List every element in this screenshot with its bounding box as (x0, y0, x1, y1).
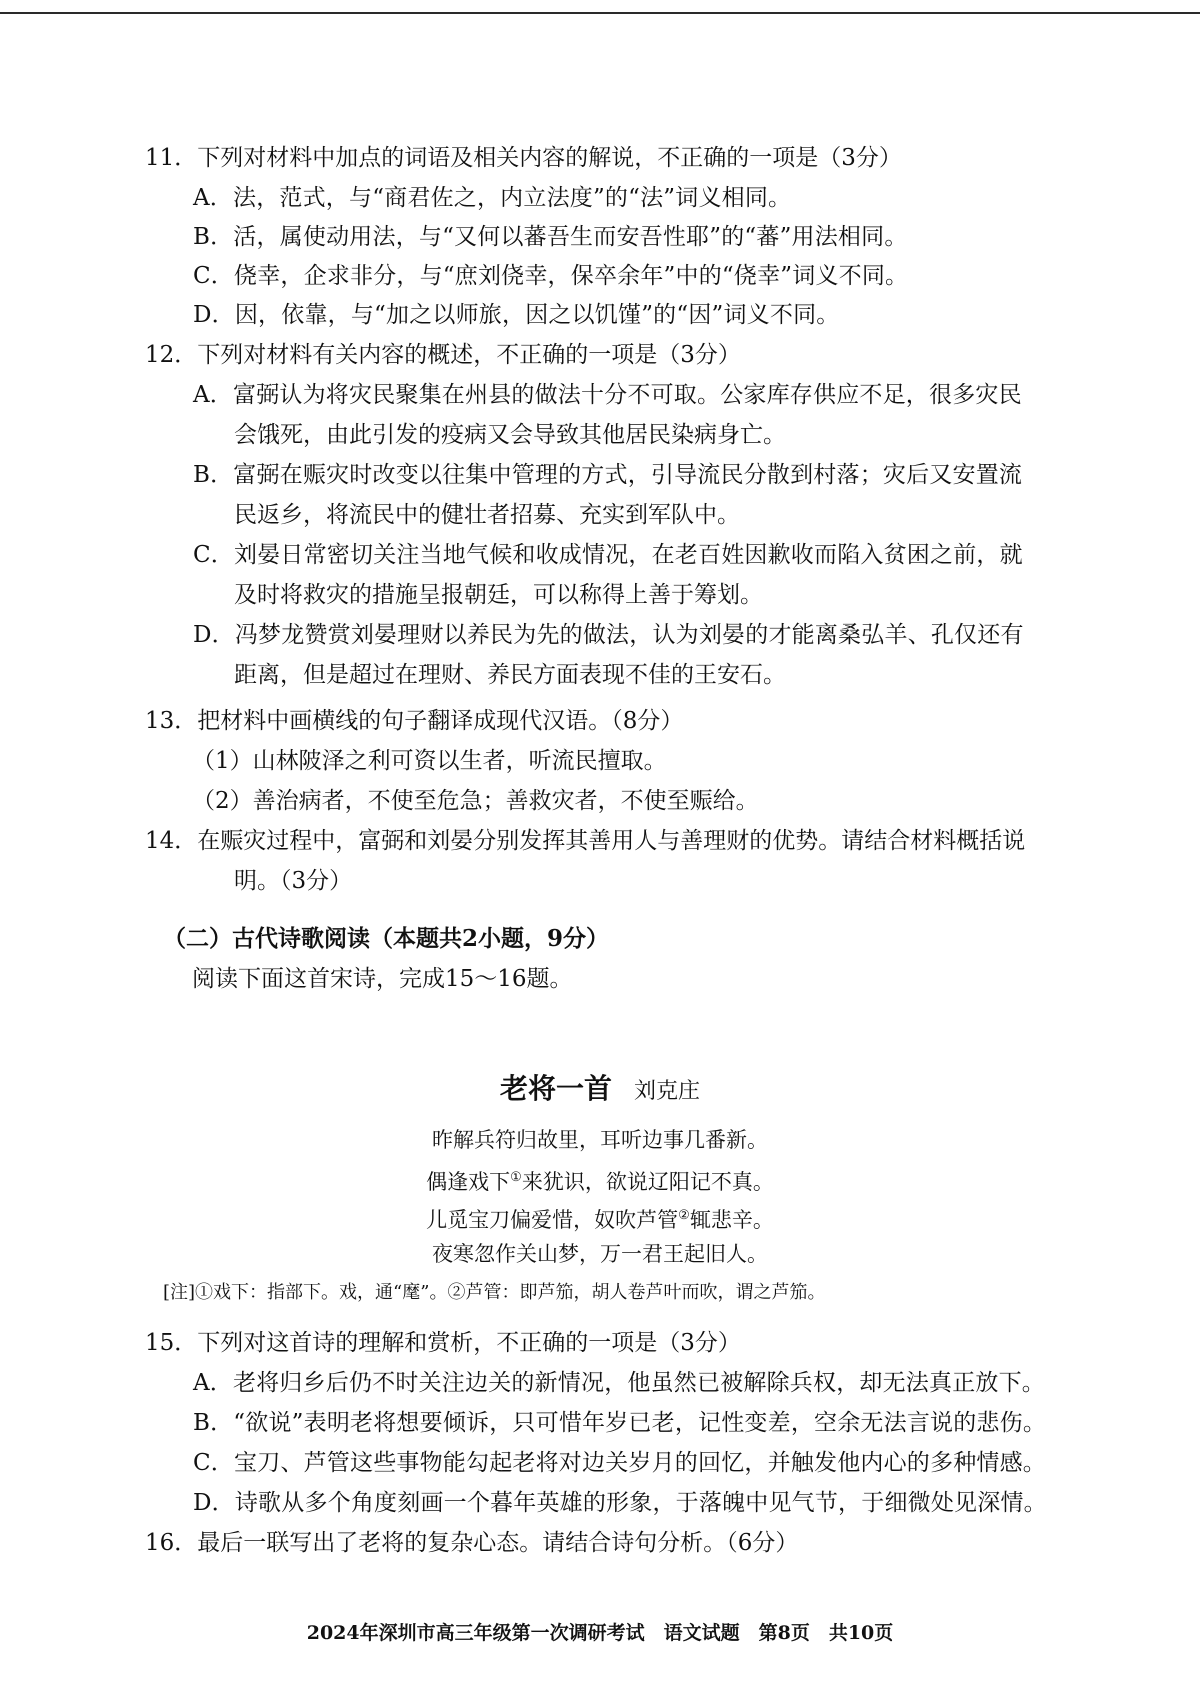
q15-option-a: A．老将归乡后仍不时关注边关的新情况，他虽然已被解除兵权，却无法真正放下。 (193, 1370, 1046, 1396)
poem-line-3 (0, 1201, 1200, 1235)
q15-option-b: B．“欲说”表明老将想要倾诉，只可惜年岁已老，记性变差，空余无法言说的悲伤。 (193, 1410, 1047, 1436)
footnote-mark-2: ② (678, 1208, 690, 1223)
poem-line-2-part-b: 来犹识，欲说辽阳记不真。 (521, 1170, 774, 1194)
poem-title: 老将一首 (499, 1072, 612, 1105)
footnote-mark-1: ① (510, 1170, 522, 1185)
q12-option-c: C．刘晏日常密切关注当地气候和收成情况，在老百姓因歉收而陷入贫困之前，就 (193, 542, 1023, 568)
q12-option-a: A．富弼认为将灾民聚集在州县的做法十分不可取。公家库存供应不足，很多灾民 (193, 382, 1022, 408)
q11-option-a: A．法，范式，与“商君佐之，内立法度”的“法”词义相同。 (193, 185, 792, 211)
q12-option-d-cont: 距离，但是超过在理财、养民方面表现不佳的王安石。 (234, 662, 786, 688)
q14-stem: 14．在赈灾过程中，富弼和刘晏分别发挥其善用人与善理财的优势。请结合材料概括说 (145, 828, 1026, 854)
q13-sentence-1: （1）山林陂泽之利可资以生者，听流民擅取。 (192, 748, 667, 774)
q12-option-b-cont: 民返乡，将流民中的健壮者招募、充实到军队中。 (234, 502, 740, 528)
poem-line-1: 昨解兵符归故里，耳听边事几番新。 (432, 1128, 768, 1152)
section-heading: （二）古代诗歌阅读（本题共2小题，9分） (163, 925, 610, 952)
q11-option-b: B．活，属使动用法，与“又何以蕃吾生而安吾性耶”的“蕃”用法相同。 (193, 224, 908, 250)
q11-option-d: D．因，依靠，与“加之以师旅，因之以饥馑”的“因”词义不同。 (193, 302, 840, 328)
poem-line-3-part-b: 辄悲辛。 (689, 1208, 774, 1232)
q15-option-c: C．宝刀、芦管这些事物能勾起老将对边关岁月的回忆，并触发他内心的多种情感。 (193, 1450, 1046, 1476)
section-instruction: 阅读下面这首宋诗，完成15～16题。 (192, 966, 573, 992)
q13-sentence-2: （2）善治病者，不使至危急；善救灾者，不使至赈给。 (192, 788, 759, 814)
poem-title-line (0, 1067, 1200, 1107)
poem-line-2 (0, 1163, 1200, 1197)
q11-option-c: C．侥幸，企求非分，与“庶刘侥幸，保卒余年”中的“侥幸”词义不同。 (193, 263, 909, 289)
q11-stem: 11．下列对材料中加点的词语及相关内容的解说，不正确的一项是（3分） (145, 145, 902, 171)
q14-stem-cont: 明。（3分） (234, 868, 353, 894)
q16-stem: 16．最后一联写出了老将的复杂心态。请结合诗句分析。（6分） (145, 1530, 799, 1556)
q12-option-b: B．富弼在赈灾时改变以往集中管理的方式，引导流民分散到村落；灾后又安置流 (193, 462, 1023, 488)
poem-note: [注]①戏下：指部下。戏，通“麾”。②芦管：即芦笳，胡人卷芦叶而吹，谓之芦笳。 (163, 1282, 826, 1303)
q13-stem: 13．把材料中画横线的句子翻译成现代汉语。（8分） (145, 708, 684, 734)
page-footer: 2024年深圳市高三年级第一次调研考试 语文试题 第8页 共10页 (306, 1622, 894, 1644)
q12-option-c-cont: 及时将救灾的措施呈报朝廷，可以称得上善于筹划。 (234, 582, 763, 608)
q12-option-a-cont: 会饿死，由此引发的疫病又会导致其他居民染病身亡。 (234, 422, 786, 448)
q15-option-d: D．诗歌从多个角度刻画一个暮年英雄的形象，于落魄中见气节，于细微处见深情。 (193, 1490, 1047, 1516)
q12-stem: 12．下列对材料有关内容的概述，不正确的一项是（3分） (145, 342, 741, 368)
poem-line-3-part-a: 儿觅宝刀偏爱惜，奴吹芦管 (426, 1208, 679, 1232)
poem-line-4: 夜寒忽作关山梦，万一君王起旧人。 (432, 1242, 768, 1266)
q15-stem: 15．下列对这首诗的理解和赏析，不正确的一项是（3分） (145, 1330, 741, 1356)
poem-line-2-part-a: 偶逢戏下 (426, 1170, 511, 1194)
top-border-line (0, 12, 1200, 14)
poem-author: 刘克庄 (634, 1079, 701, 1104)
q12-option-d: D．冯梦龙赞赏刘晏理财以养民为先的做法，认为刘晏的才能离桑弘羊、孔仅还有 (193, 622, 1024, 648)
